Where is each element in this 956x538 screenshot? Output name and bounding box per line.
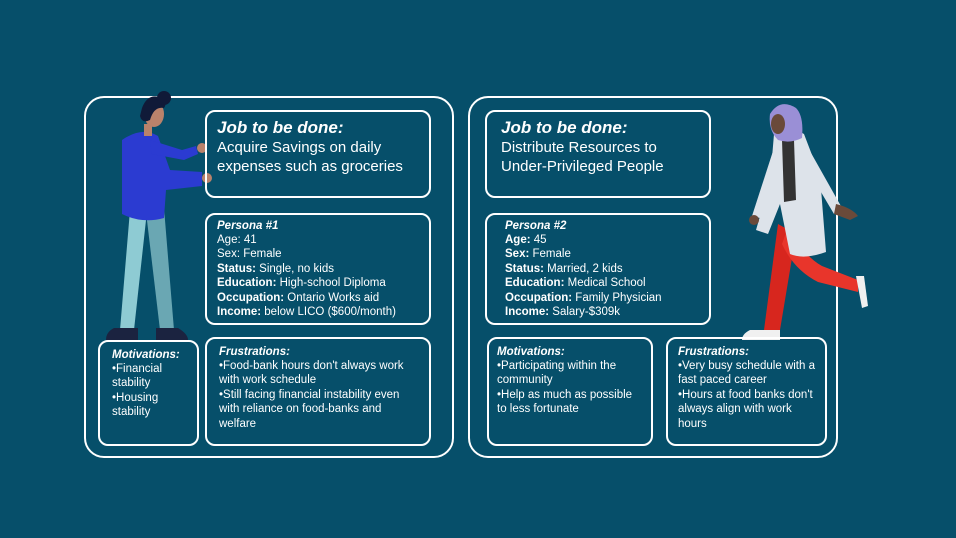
job-title: Job to be done: [501, 118, 628, 137]
motivation-item: •Participating within the community [497, 360, 617, 387]
age-line: Age: 41 [217, 234, 257, 246]
sex-line: Sex: Female [217, 248, 282, 261]
persona-title: Persona #2 [505, 220, 567, 232]
frustration-item: •Very busy schedule with a fast paced career [678, 360, 815, 387]
persona-2-illustration [730, 104, 870, 344]
occupation-line: Occupation: Family Physician [505, 291, 662, 304]
job-text: Distribute Resources to Under-Privileged People [501, 139, 664, 175]
persona-1-frustrations-box [205, 337, 431, 446]
job-text: Acquire Savings on daily expenses such as groceries [217, 139, 403, 175]
persona-1-details-box [205, 213, 431, 325]
persona-2-job-box [485, 110, 711, 198]
status-line: Status: Married, 2 kids [505, 262, 623, 275]
age-line: Age: 45 [505, 234, 547, 246]
persona-2-details-box [485, 213, 711, 325]
persona-1-job-box [205, 110, 431, 198]
education-line: Education: Medical School [505, 277, 646, 290]
motivation-item: •Financial stability [112, 363, 163, 390]
motivation-item: •Help as much as possible to less fortunate [497, 388, 633, 416]
frustrations-title: Frustrations: [678, 346, 749, 358]
persona-2-frustrations-box [666, 337, 827, 446]
motivation-item: •Housing stability [112, 391, 159, 419]
motivations-title: Motivations: [497, 346, 565, 358]
persona-title: Persona #1 [217, 220, 279, 232]
motivations-title: Motivations: [112, 349, 180, 361]
status-line: Status: Single, no kids [217, 262, 334, 275]
frustration-item: •Still facing financial instability even with reliance on food-banks and welfare [219, 388, 400, 430]
persona-2-motivations-box [487, 337, 653, 446]
job-title: Job to be done: [217, 118, 344, 137]
frustration-item: •Hours at food banks don't always align with work hours [678, 388, 813, 430]
occupation-line: Occupation: Ontario Works aid [217, 291, 380, 304]
income-line: Income: Salary-$309k [505, 306, 621, 319]
income-line: Income: below LICO ($600/month) [217, 306, 396, 319]
sex-line: Sex: Female [505, 248, 571, 261]
persona-1-motivations-box [98, 340, 199, 446]
frustrations-title: Frustrations: [219, 346, 290, 358]
education-line: Education: High-school Diploma [217, 277, 386, 290]
frustration-item: •Food-bank hours don't always work with work schedule [219, 360, 404, 387]
